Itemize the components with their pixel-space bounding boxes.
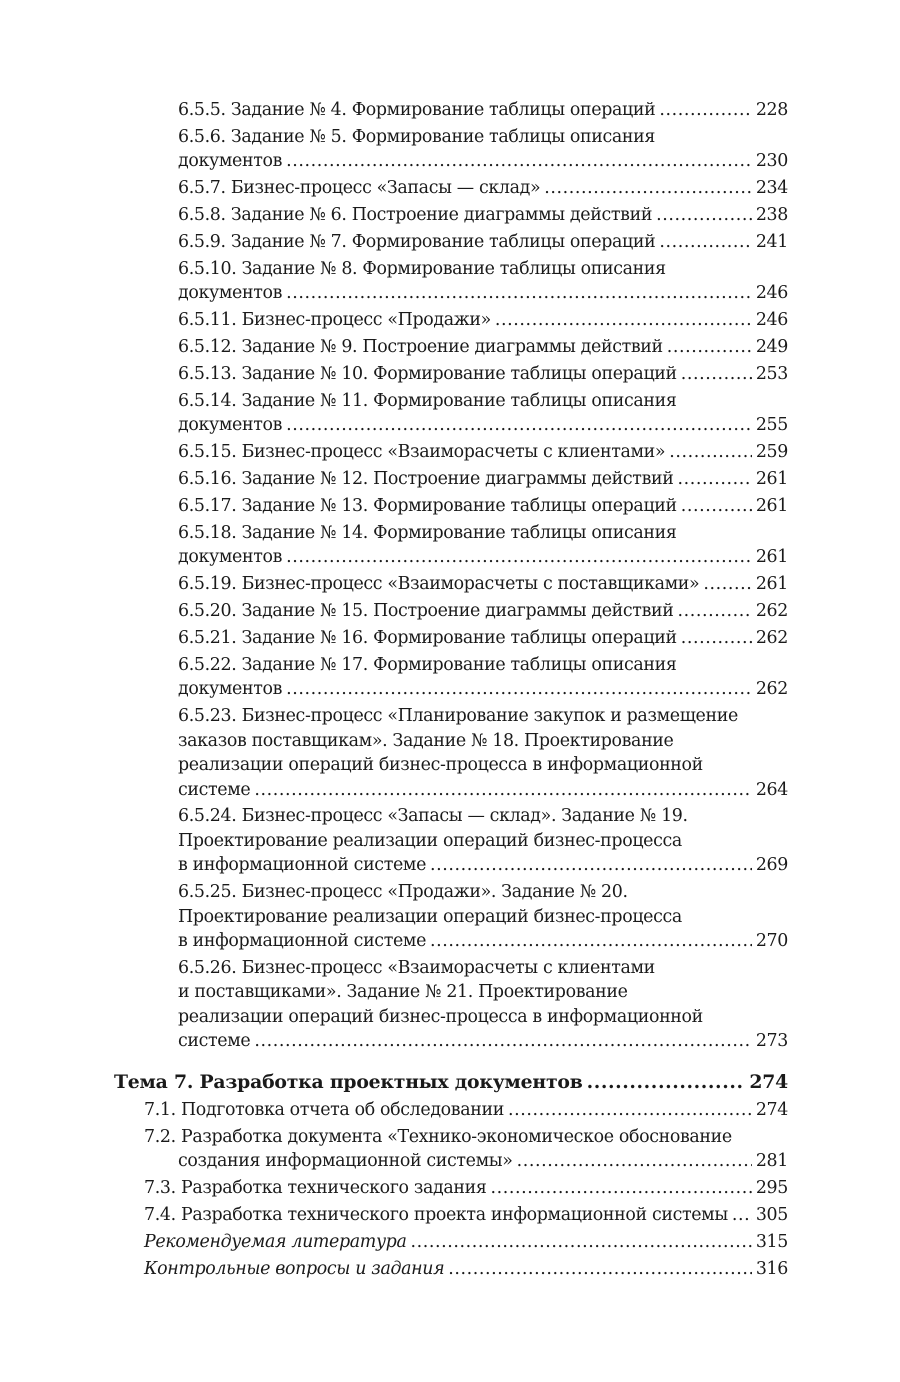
toc-entry-line [178, 626, 788, 650]
toc-entry-title: 7.4. Разработка технического проекта информационной системы [144, 1205, 728, 1226]
toc-entry[interactable] [114, 203, 788, 227]
toc-dot-leader [681, 494, 752, 518]
toc-entry-line [144, 1125, 788, 1149]
toc-entry-line [144, 1149, 788, 1173]
toc-entry-title: 6.5.5. Задание № 4. Формирование таблицы операций [178, 100, 656, 120]
toc-entry-line [178, 335, 788, 359]
toc-entry-line [178, 1029, 788, 1053]
toc-entry[interactable] [114, 308, 788, 332]
toc-entry-title: Тема 7. Разработка проектных документов [114, 1070, 583, 1093]
toc-entry[interactable] [114, 467, 788, 491]
toc-entry[interactable] [114, 362, 788, 386]
toc-entry-title: и поставщиками». Задание № 21. Проектирование [178, 982, 628, 1003]
toc-entry-title: Проектирование реализации операций бизнес-процесса [178, 830, 682, 851]
toc-entry[interactable] [114, 653, 788, 702]
toc-entry-title: системе [178, 779, 251, 800]
toc-entry-title: Рекомендуемая литература [144, 1232, 407, 1253]
toc-entry-line [178, 125, 788, 149]
toc-entry-title: 6.5.21. Задание № 16. Формирование таблицы операций [178, 628, 677, 649]
toc-entry-line [144, 1176, 788, 1200]
toc-dot-leader [495, 308, 752, 332]
toc-page-number: 259 [755, 442, 788, 463]
toc-entry[interactable] [114, 1257, 788, 1281]
toc-page-number: 238 [755, 205, 788, 226]
toc-entry-line [178, 829, 788, 853]
toc-entry[interactable] [114, 626, 788, 650]
toc-page-number: 274 [755, 1100, 788, 1121]
toc-page-number: 262 [755, 628, 788, 649]
toc-page-number: 234 [755, 178, 788, 199]
toc-page-number: 281 [755, 1151, 788, 1172]
toc-entry-line [178, 929, 788, 953]
toc-entry-title: документов [178, 151, 283, 172]
toc-entry-title: 7.3. Разработка технического задания [144, 1178, 487, 1199]
toc-entry-title: Контрольные вопросы и задания [144, 1258, 445, 1279]
toc-entry-line [178, 230, 788, 254]
toc-dot-leader [410, 1230, 751, 1254]
toc-entry-line [178, 521, 788, 545]
toc-entry-title: 7.1. Подготовка отчета об обследовании [144, 1100, 504, 1121]
toc-entry-title: 6.5.10. Задание № 8. Формирование таблицы описания [178, 258, 666, 279]
toc-dot-leader [254, 778, 751, 802]
toc-page-number: 316 [755, 1258, 788, 1279]
toc-dot-leader [508, 1098, 752, 1122]
toc-entry-title: документов [178, 283, 283, 304]
toc-dot-leader [490, 1176, 751, 1200]
toc-entry[interactable] [114, 1203, 788, 1227]
toc-dot-leader [544, 176, 752, 200]
toc-dot-leader [732, 1203, 752, 1227]
toc-entry-title: 6.5.24. Бизнес-процесс «Запасы — склад». Задание № 19. [178, 806, 688, 827]
toc-entry-line [114, 1068, 788, 1096]
toc-entry-line [178, 853, 788, 877]
toc-entry-line [178, 572, 788, 596]
toc-page-number: 264 [755, 779, 788, 800]
toc-entry-line [178, 203, 788, 227]
toc-entry-title: 6.5.7. Бизнес-процесс «Запасы — склад» [178, 178, 541, 199]
toc-entry-line [178, 467, 788, 491]
toc-entry-line [178, 905, 788, 929]
toc-dot-leader [678, 599, 752, 623]
toc-dot-leader [656, 203, 752, 227]
toc-dot-leader [286, 149, 752, 173]
toc-page-number: 262 [755, 679, 788, 700]
toc-entry[interactable] [114, 1176, 788, 1200]
toc-entry-title: 6.5.19. Бизнес-процесс «Взаиморасчеты с поставщиками» [178, 574, 700, 595]
toc-entry-title: реализации операций бизнес-процесса в информационной [178, 1006, 703, 1027]
toc-dot-leader [667, 335, 752, 359]
toc-entry-line [178, 440, 788, 464]
toc-entry[interactable] [114, 335, 788, 359]
toc-entry[interactable] [114, 956, 788, 1054]
toc-entry-line [178, 778, 788, 802]
toc-page-number: 261 [755, 469, 788, 490]
toc-entry-line [178, 98, 788, 122]
toc-entry-title: 6.5.17. Задание № 13. Формирование таблицы операций [178, 496, 677, 517]
toc-dot-leader [659, 230, 752, 254]
toc-entry[interactable] [114, 389, 788, 438]
toc-entry-title: 6.5.8. Задание № 6. Построение диаграммы действий [178, 205, 653, 226]
toc-entry-line [178, 149, 788, 173]
toc-entry[interactable] [114, 125, 788, 174]
toc-dot-leader [286, 413, 752, 437]
toc-page-number: 230 [755, 151, 788, 172]
toc-entry-line [178, 956, 788, 980]
toc-entry-title: создания информационной системы» [178, 1151, 513, 1172]
toc-page-number: 261 [755, 574, 788, 595]
toc-entry-line [144, 1257, 788, 1281]
toc-entry-line [178, 980, 788, 1004]
toc-entry[interactable] [114, 230, 788, 254]
toc-page-number: 246 [755, 283, 788, 304]
toc-entry-title: Проектирование реализации операций бизнес-процесса [178, 906, 682, 927]
toc-entry[interactable] [114, 494, 788, 518]
toc-entry-title: 6.5.15. Бизнес-процесс «Взаиморасчеты с клиентами» [178, 442, 666, 463]
toc-entry-title: 6.5.26. Бизнес-процесс «Взаиморасчеты с клиентами [178, 957, 655, 978]
toc-entry-line [178, 413, 788, 437]
toc-entry[interactable] [114, 804, 788, 877]
toc-entry[interactable] [114, 440, 788, 464]
toc-entry-line [178, 677, 788, 701]
toc-entry-line [178, 704, 788, 728]
toc-entry-line [144, 1203, 788, 1227]
toc-page-number: 274 [749, 1070, 788, 1093]
toc-dot-leader [659, 98, 752, 122]
toc-entry-title: в информационной системе [178, 931, 427, 951]
toc-page-number: 295 [755, 1178, 788, 1199]
toc-page-number: 241 [755, 232, 788, 253]
toc-entry-line [178, 281, 788, 305]
toc-page-number: 261 [755, 547, 788, 568]
toc-entry-line [144, 1230, 788, 1254]
toc-entry[interactable] [114, 521, 788, 570]
toc-entry[interactable] [114, 1230, 788, 1254]
toc-entry-title: системе [178, 1031, 251, 1052]
toc-entry-title: документов [178, 415, 283, 436]
toc-entry-title: документов [178, 679, 283, 700]
toc-page-number: 249 [755, 337, 788, 358]
toc-entry-title: 7.2. Разработка документа «Технико-экономическое обоснование [144, 1126, 732, 1147]
toc-entry-title: документов [178, 547, 283, 568]
toc-entry[interactable] [114, 599, 788, 623]
toc-page-number: 270 [755, 931, 788, 951]
toc-entry-line [144, 1098, 788, 1122]
toc-entry-line [178, 729, 788, 753]
toc-entry-title: 6.5.11. Бизнес-процесс «Продажи» [178, 310, 491, 331]
toc-dot-leader [286, 677, 752, 701]
toc-entry-line [178, 804, 788, 828]
toc-dot-leader [286, 281, 752, 305]
toc-page-number: 273 [755, 1031, 788, 1052]
toc-entry-line [178, 653, 788, 677]
toc-entry-line [178, 389, 788, 413]
toc-entry[interactable] [114, 176, 788, 200]
table-of-contents [114, 98, 788, 1281]
toc-entry-line [178, 599, 788, 623]
toc-dot-leader [681, 626, 752, 650]
toc-dot-leader [517, 1149, 752, 1173]
toc-entry[interactable] [114, 1125, 788, 1174]
toc-entry[interactable] [114, 704, 788, 802]
toc-entry-line [178, 362, 788, 386]
toc-dot-leader [254, 1029, 751, 1053]
toc-entry[interactable] [114, 1098, 788, 1122]
toc-page-number: 269 [755, 855, 788, 876]
toc-page-number: 305 [755, 1205, 788, 1226]
toc-page-number: 262 [755, 601, 788, 622]
toc-entry-line [178, 257, 788, 281]
toc-page-number: 315 [755, 1232, 788, 1253]
toc-entry-title: 6.5.9. Задание № 7. Формирование таблицы операций [178, 232, 656, 253]
toc-dot-leader [703, 572, 752, 596]
toc-entry-title: 6.5.12. Задание № 9. Построение диаграммы действий [178, 337, 663, 358]
toc-page-number: 255 [755, 415, 788, 436]
toc-entry-title: 6.5.20. Задание № 15. Построение диаграммы действий [178, 601, 674, 622]
toc-entry[interactable] [114, 257, 788, 306]
toc-entry-title: 6.5.14. Задание № 11. Формирование таблицы описания [178, 390, 677, 411]
toc-dot-leader [681, 362, 752, 386]
toc-entry-line [178, 753, 788, 777]
toc-entry-title: 6.5.22. Задание № 17. Формирование таблицы описания [178, 655, 677, 676]
toc-entry-title: 6.5.13. Задание № 10. Формирование таблицы операций [178, 364, 677, 385]
toc-page-number: 253 [755, 364, 788, 385]
toc-entry-title: заказов поставщикам». Задание № 18. Проектирование [178, 730, 674, 751]
toc-page-number: 246 [755, 310, 788, 331]
toc-page-number: 261 [755, 496, 788, 517]
toc-entry-title: 6.5.16. Задание № 12. Построение диаграммы действий [178, 469, 674, 490]
toc-entry-line [178, 176, 788, 200]
toc-dot-leader [678, 467, 752, 491]
toc-entry-line [178, 494, 788, 518]
toc-entry-title: 6.5.25. Бизнес-процесс «Продажи». Задание № 20. [178, 882, 628, 903]
toc-entry[interactable] [114, 880, 788, 953]
toc-entry-title: 6.5.18. Задание № 14. Формирование таблицы описания [178, 523, 677, 543]
toc-dot-leader [286, 545, 752, 569]
toc-dot-leader [430, 853, 752, 877]
toc-dot-leader [587, 1068, 746, 1096]
toc-dot-leader [448, 1257, 752, 1281]
toc-dot-leader [669, 440, 752, 464]
toc-entry-title: реализации операций бизнес-процесса в информационной [178, 755, 703, 776]
toc-dot-leader [430, 929, 752, 953]
toc-entry-title: в информационной системе [178, 855, 427, 876]
toc-entry[interactable] [114, 572, 788, 596]
toc-entry-line [178, 545, 788, 569]
toc-entry-title: 6.5.23. Бизнес-процесс «Планирование закупок и размещение [178, 706, 738, 727]
toc-entry-line [178, 880, 788, 904]
toc-page-number: 228 [755, 100, 788, 120]
toc-topic-heading[interactable] [114, 1068, 788, 1096]
toc-entry-line [178, 308, 788, 332]
toc-entry-line [178, 1005, 788, 1029]
toc-entry[interactable] [114, 98, 788, 122]
toc-entry-title: 6.5.6. Задание № 5. Формирование таблицы описания [178, 126, 656, 147]
